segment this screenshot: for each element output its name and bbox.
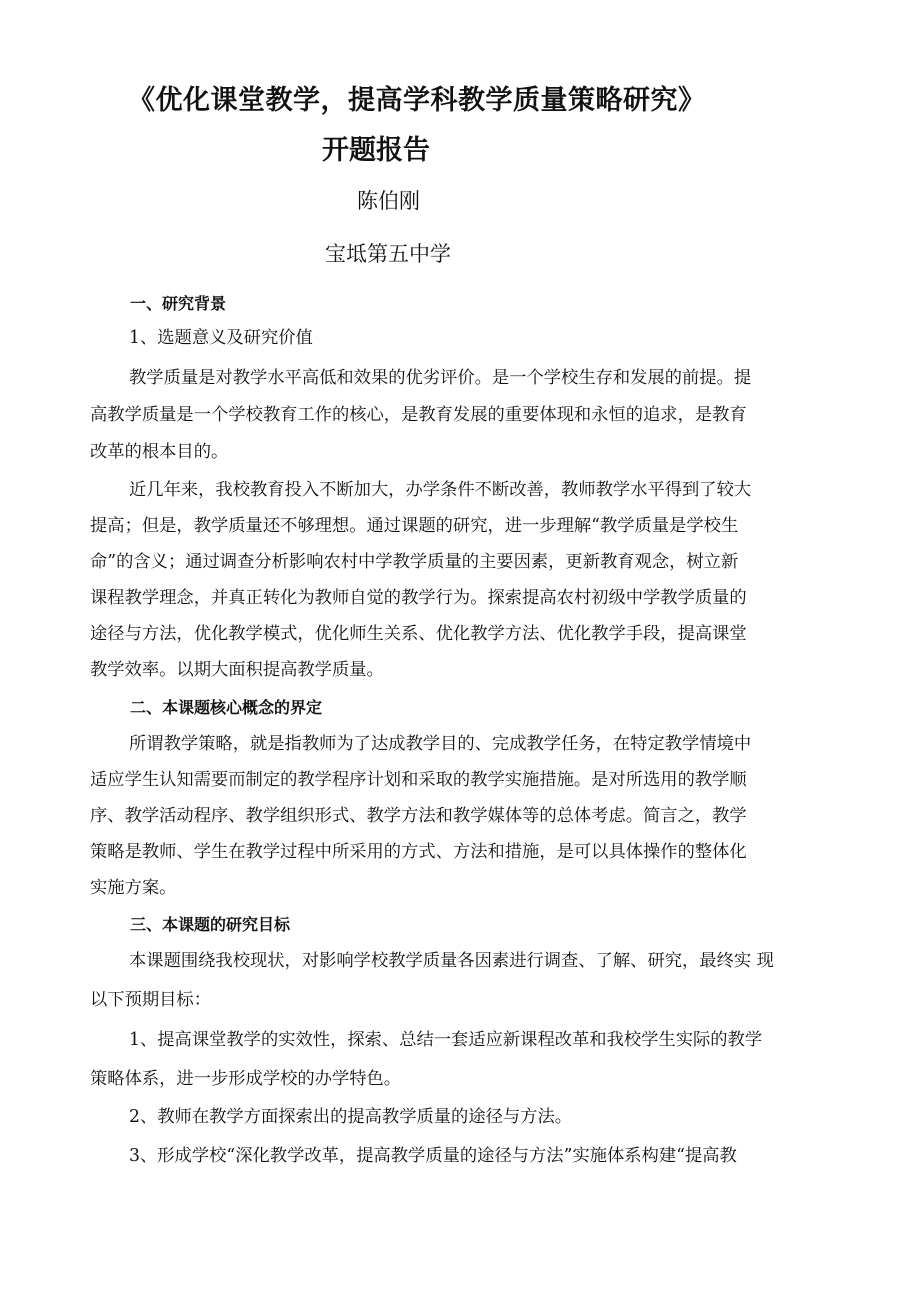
paragraph-line: 实施方案。 (90, 878, 177, 898)
paragraph-line: 近几年来，我校教育投入不断加大，办学条件不断改善，教师教学水平得到了较大 (129, 480, 752, 500)
paragraph-line: 本课题围绕我校现状，对影响学校教学质量各因素进行调查、了解、研究，最终实 现 (129, 951, 774, 971)
author-name: 陈伯刚 (357, 189, 420, 213)
paragraph-line: 1、提高课堂教学的实效性，探索、总结一套适应新课程改革和我校学生实际的教学 (129, 1030, 763, 1050)
paragraph-line: 2、教师在教学方面探索出的提高教学质量的途径与方法。 (129, 1107, 573, 1127)
paragraph-line: 教学效率。以期大面积提高教学质量。 (90, 660, 384, 680)
document-subtitle: 开题报告 (322, 135, 430, 166)
paragraph-line: 教学质量是对教学水平高低和效果的优劣评价。是一个学校生存和发展的前提。提 (129, 368, 752, 388)
paragraph-line: 策略体系，进一步形成学校的办学特色。 (90, 1069, 402, 1089)
paragraph-line: 命”的含义；通过调查分析影响农村中学教学质量的主要因素，更新教育观念，树立新 (90, 552, 739, 572)
paragraph-line: 序、教学活动程序、教学组织形式、教学方法和教学媒体等的总体考虑。简言之，教学 (90, 806, 747, 826)
paragraph-line: 课程教学理念，并真正转化为教师自觉的教学行为。探索提高农村初级中学教学质量的 (90, 588, 747, 608)
section-heading: 一、研究背景 (130, 294, 227, 313)
section-heading: 三、本课题的研究目标 (130, 915, 291, 934)
section-heading: 二、本课题核心概念的界定 (130, 698, 323, 717)
paragraph-line: 途径与方法，优化教学模式，优化师生关系、优化教学方法、优化教学手段，提高课堂 (90, 624, 747, 644)
paragraph-line: 策略是教师、学生在教学过程中所采用的方式、方法和措施，是可以具体操作的整体化 (90, 842, 747, 862)
paragraph-line: 以下预期目标： (90, 990, 211, 1010)
paragraph-line: 提高；但是，教学质量还不够理想。通过课题的研究，进一步理解“教学质量是学校生 (90, 516, 739, 536)
school-name: 宝坻第五中学 (325, 242, 451, 266)
paragraph-line: 3、形成学校“深化教学改革，提高教学质量的途径与方法”实施体系构建“提高教 (129, 1146, 737, 1166)
document-title: 《优化课堂教学，提高学科教学质量策略研究》 (128, 85, 706, 116)
paragraph-line: 所谓教学策略，就是指教师为了达成教学目的、完成教学任务，在特定教学情境中 (129, 734, 752, 754)
subheading: 1、选题意义及研究价值 (129, 328, 313, 348)
paragraph-line: 高教学质量是一个学校教育工作的核心，是教育发展的重要体现和永恒的追求，是教育 (90, 405, 747, 425)
paragraph-line: 适应学生认知需要而制定的教学程序计划和采取的教学实施措施。是对所选用的教学顺 (90, 770, 747, 790)
paragraph-line: 改革的根本目的。 (90, 442, 229, 462)
